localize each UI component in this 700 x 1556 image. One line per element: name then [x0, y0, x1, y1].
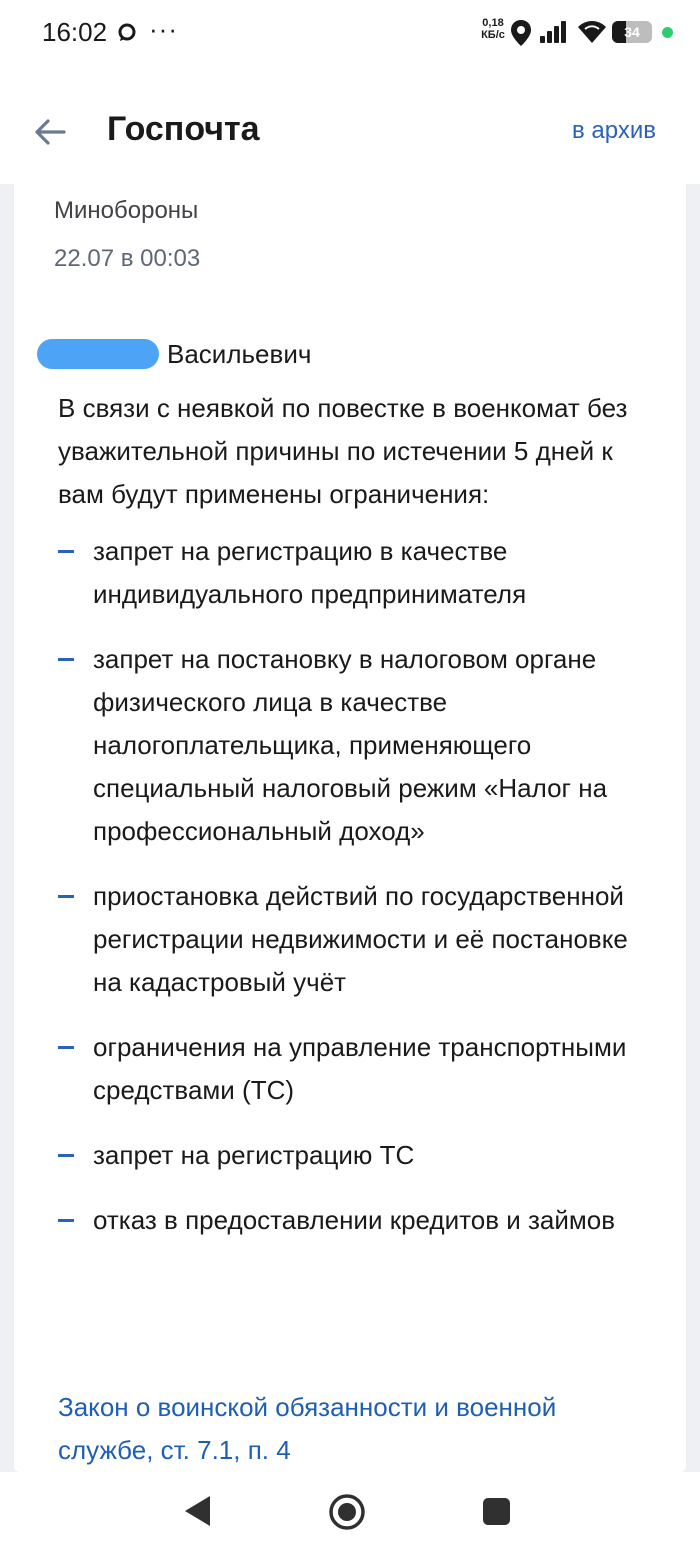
status-more-dots: ··· — [149, 14, 178, 44]
archive-button[interactable]: в архив — [572, 117, 656, 144]
back-button[interactable] — [28, 110, 72, 154]
location-pin-icon — [510, 19, 532, 47]
status-time: 16:02 — [42, 17, 108, 47]
status-bar — [0, 0, 700, 66]
list-item — [58, 1134, 658, 1177]
list-item — [58, 530, 658, 616]
nav-recent-apps-icon[interactable] — [483, 1498, 510, 1525]
network-speed-unit: КБ/с — [481, 29, 505, 41]
dash-bullet-icon — [58, 1046, 74, 1049]
dash-bullet-icon — [58, 550, 74, 553]
dash-bullet-icon — [58, 1154, 74, 1157]
nav-back-icon[interactable] — [183, 1494, 213, 1528]
cell-signal-icon — [539, 21, 567, 43]
restriction-text: запрет на регистрацию ТС — [93, 1140, 415, 1170]
message-date: 22.07 в 00:03 — [54, 245, 201, 272]
message-body — [58, 387, 658, 1242]
message-greeting — [37, 336, 311, 372]
restriction-list — [58, 530, 658, 1242]
list-item — [58, 638, 658, 853]
green-dot-icon — [662, 27, 673, 38]
page-title: Госпочта — [107, 110, 260, 148]
arrow-left-icon — [34, 118, 66, 146]
redaction-mark — [37, 339, 159, 369]
wifi-icon — [577, 20, 607, 44]
dash-bullet-icon — [58, 658, 74, 661]
message-card — [14, 184, 686, 1472]
chat-bubble-icon — [117, 22, 137, 42]
network-speed — [479, 17, 507, 41]
dash-bullet-icon — [58, 1219, 74, 1222]
list-item — [58, 875, 658, 1004]
battery-level: 34 — [624, 24, 640, 40]
restriction-text: отказ в предоставлении кредитов и займов — [93, 1205, 616, 1235]
network-speed-value: 0,18 — [482, 17, 504, 29]
restriction-text: приостановка действий по государственной регистрации недвижимости и её постановке на кадастровый учёт — [93, 881, 628, 997]
list-item — [58, 1026, 658, 1112]
restriction-text: запрет на постановку в налоговом органе физического лица в качестве налогоплательщика, применяющего специальный налоговый режим «Налог на профессиональный доход» — [93, 644, 608, 846]
app-header — [0, 80, 700, 184]
restriction-text: ограничения на управление транспортными средствами (ТС) — [93, 1032, 627, 1105]
message-intro: В связи с неявкой по повестке в военкомат без уважительной причины по истечении 5 дней к вам будут применены ограничения: — [58, 393, 628, 509]
list-item — [58, 1199, 658, 1242]
dash-bullet-icon — [58, 895, 74, 898]
nav-home-icon[interactable] — [328, 1493, 366, 1531]
law-reference-link[interactable]: Закон о воинской обязанности и военной службе, ст. 7.1, п. 4 — [58, 1392, 557, 1465]
greeting-name: Васильевич — [167, 338, 312, 369]
restriction-text: запрет на регистрацию в качестве индивидуального предпринимателя — [93, 536, 527, 609]
system-nav-bar — [0, 1472, 700, 1556]
battery-icon — [612, 21, 652, 43]
message-sender: Минобороны — [54, 197, 199, 224]
